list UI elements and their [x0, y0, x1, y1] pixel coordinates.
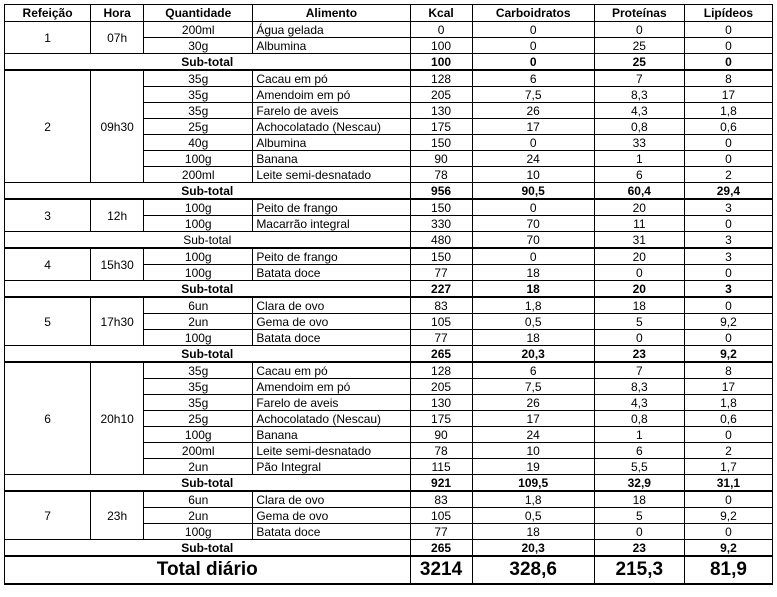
- food-carbs: 6: [472, 70, 594, 87]
- subtotal-lipids: 0: [684, 54, 772, 71]
- food-carbs: 10: [472, 167, 594, 183]
- food-name: Farelo de aveis: [253, 103, 410, 119]
- food-kcal: 205: [410, 379, 472, 395]
- food-protein: 0: [594, 330, 684, 346]
- food-carbs: 10: [472, 443, 594, 459]
- food-name: Albumina: [253, 38, 410, 54]
- food-name: Banana: [253, 151, 410, 167]
- food-carbs: 6: [472, 362, 594, 379]
- food-name: Gema de ovo: [253, 508, 410, 524]
- subtotal-row: [5, 54, 773, 71]
- meal-number: 5: [5, 297, 91, 346]
- food-lipids: 8: [684, 362, 772, 379]
- food-lipids: 0: [684, 38, 772, 54]
- food-lipids: 2: [684, 167, 772, 183]
- subtotal-kcal: 265: [410, 346, 472, 363]
- food-carbs: 0: [472, 248, 594, 265]
- food-carbs: 18: [472, 524, 594, 540]
- food-quantity: 6un: [144, 491, 253, 508]
- food-protein: 7: [594, 70, 684, 87]
- food-protein: 8,3: [594, 379, 684, 395]
- food-kcal: 78: [410, 443, 472, 459]
- food-name: Cacau em pó: [253, 70, 410, 87]
- food-quantity: 25g: [144, 411, 253, 427]
- food-kcal: 130: [410, 103, 472, 119]
- food-name: Clara de ovo: [253, 297, 410, 314]
- food-quantity: 35g: [144, 70, 253, 87]
- food-protein: 0,8: [594, 411, 684, 427]
- food-quantity: 35g: [144, 103, 253, 119]
- subtotal-protein: 23: [594, 346, 684, 363]
- subtotal-lipids: 31,1: [684, 475, 772, 492]
- food-quantity: 100g: [144, 330, 253, 346]
- food-name: Banana: [253, 427, 410, 443]
- food-carbs: 19: [472, 459, 594, 475]
- food-quantity: 30g: [144, 38, 253, 54]
- total-kcal: 3214: [410, 556, 472, 584]
- food-kcal: 130: [410, 395, 472, 411]
- food-name: Albumina: [253, 135, 410, 151]
- food-name: Amendoim em pó: [253, 379, 410, 395]
- food-lipids: 0,6: [684, 411, 772, 427]
- food-carbs: 18: [472, 265, 594, 281]
- food-quantity: 100g: [144, 151, 253, 167]
- food-protein: 8,3: [594, 87, 684, 103]
- subtotal-row: [5, 540, 773, 557]
- food-lipids: 0: [684, 22, 772, 38]
- food-lipids: 0: [684, 427, 772, 443]
- food-quantity: 100g: [144, 524, 253, 540]
- food-kcal: 150: [410, 248, 472, 265]
- food-lipids: 17: [684, 379, 772, 395]
- food-protein: 33: [594, 135, 684, 151]
- food-carbs: 1,8: [472, 297, 594, 314]
- subtotal-carbs: 18: [472, 281, 594, 298]
- food-lipids: 0: [684, 491, 772, 508]
- food-protein: 6: [594, 167, 684, 183]
- food-kcal: 77: [410, 524, 472, 540]
- food-lipids: 2: [684, 443, 772, 459]
- food-quantity: 40g: [144, 135, 253, 151]
- total-protein: 215,3: [594, 556, 684, 584]
- food-quantity: 35g: [144, 362, 253, 379]
- food-row: [5, 362, 773, 379]
- food-row: [5, 248, 773, 265]
- food-lipids: 1,8: [684, 103, 772, 119]
- subtotal-row: [5, 281, 773, 298]
- food-protein: 25: [594, 38, 684, 54]
- food-protein: 4,3: [594, 103, 684, 119]
- food-carbs: 0,5: [472, 508, 594, 524]
- food-lipids: 17: [684, 87, 772, 103]
- subtotal-protein: 25: [594, 54, 684, 71]
- meal-number: 6: [5, 362, 91, 475]
- header-row: [5, 5, 773, 22]
- food-name: Pão Integral: [253, 459, 410, 475]
- food-kcal: 90: [410, 151, 472, 167]
- food-kcal: 105: [410, 314, 472, 330]
- food-quantity: 35g: [144, 395, 253, 411]
- subtotal-label: Sub-total: [5, 54, 411, 71]
- subtotal-protein: 23: [594, 540, 684, 557]
- meal-number: 4: [5, 248, 91, 281]
- subtotal-label: Sub-total: [5, 232, 411, 249]
- meal-number: 3: [5, 199, 91, 232]
- food-carbs: 1,8: [472, 491, 594, 508]
- subtotal-carbs: 20,3: [472, 346, 594, 363]
- food-carbs: 0: [472, 22, 594, 38]
- food-carbs: 0,5: [472, 314, 594, 330]
- subtotal-lipids: 3: [684, 232, 772, 249]
- header-proteinas: Proteínas: [594, 5, 684, 22]
- food-quantity: 100g: [144, 199, 253, 216]
- food-kcal: 105: [410, 508, 472, 524]
- subtotal-carbs: 109,5: [472, 475, 594, 492]
- food-kcal: 128: [410, 70, 472, 87]
- food-carbs: 7,5: [472, 379, 594, 395]
- food-name: Leite semi-desnatado: [253, 443, 410, 459]
- subtotal-label: Sub-total: [5, 281, 411, 298]
- header-lipideos: Lipídeos: [684, 5, 772, 22]
- header-carboidratos: Carboidratos: [472, 5, 594, 22]
- food-name: Farelo de aveis: [253, 395, 410, 411]
- food-quantity: 200ml: [144, 22, 253, 38]
- food-lipids: 3: [684, 199, 772, 216]
- food-protein: 0: [594, 22, 684, 38]
- total-carbs: 328,6: [472, 556, 594, 584]
- food-name: Achocolatado (Nescau): [253, 411, 410, 427]
- header-hora: Hora: [91, 5, 144, 22]
- food-name: Macarrão integral: [253, 216, 410, 232]
- food-protein: 0: [594, 524, 684, 540]
- subtotal-carbs: 0: [472, 54, 594, 71]
- food-quantity: 2un: [144, 508, 253, 524]
- food-protein: 18: [594, 491, 684, 508]
- food-quantity: 2un: [144, 314, 253, 330]
- meal-time: 17h30: [91, 297, 144, 346]
- food-protein: 5,5: [594, 459, 684, 475]
- food-lipids: 8: [684, 70, 772, 87]
- subtotal-kcal: 265: [410, 540, 472, 557]
- header-refeicao: Refeição: [5, 5, 91, 22]
- subtotal-protein: 32,9: [594, 475, 684, 492]
- food-protein: 20: [594, 248, 684, 265]
- food-lipids: 9,2: [684, 508, 772, 524]
- food-carbs: 0: [472, 199, 594, 216]
- food-lipids: 0,6: [684, 119, 772, 135]
- subtotal-carbs: 70: [472, 232, 594, 249]
- subtotal-lipids: 29,4: [684, 183, 772, 200]
- food-carbs: 17: [472, 119, 594, 135]
- subtotal-kcal: 227: [410, 281, 472, 298]
- food-carbs: 0: [472, 38, 594, 54]
- food-name: Peito de frango: [253, 248, 410, 265]
- food-row: [5, 297, 773, 314]
- food-kcal: 0: [410, 22, 472, 38]
- food-lipids: 0: [684, 216, 772, 232]
- food-lipids: 0: [684, 265, 772, 281]
- food-kcal: 175: [410, 411, 472, 427]
- food-quantity: 6un: [144, 297, 253, 314]
- meal-time: 09h30: [91, 70, 144, 183]
- total-row: [5, 556, 773, 584]
- food-protein: 1: [594, 151, 684, 167]
- food-name: Batata doce: [253, 265, 410, 281]
- subtotal-row: [5, 183, 773, 200]
- food-row: [5, 22, 773, 38]
- food-kcal: 83: [410, 491, 472, 508]
- food-row: [5, 70, 773, 87]
- food-kcal: 205: [410, 87, 472, 103]
- food-lipids: 3: [684, 248, 772, 265]
- food-kcal: 78: [410, 167, 472, 183]
- food-carbs: 24: [472, 151, 594, 167]
- food-protein: 5: [594, 508, 684, 524]
- diet-table-body: [5, 22, 773, 585]
- food-carbs: 26: [472, 103, 594, 119]
- subtotal-label: Sub-total: [5, 183, 411, 200]
- subtotal-kcal: 921: [410, 475, 472, 492]
- food-protein: 4,3: [594, 395, 684, 411]
- food-carbs: 70: [472, 216, 594, 232]
- meal-number: 2: [5, 70, 91, 183]
- food-kcal: 83: [410, 297, 472, 314]
- food-kcal: 115: [410, 459, 472, 475]
- food-carbs: 26: [472, 395, 594, 411]
- food-protein: 5: [594, 314, 684, 330]
- food-kcal: 150: [410, 135, 472, 151]
- food-quantity: 200ml: [144, 443, 253, 459]
- food-protein: 0,8: [594, 119, 684, 135]
- food-protein: 18: [594, 297, 684, 314]
- subtotal-row: [5, 475, 773, 492]
- subtotal-carbs: 20,3: [472, 540, 594, 557]
- subtotal-lipids: 3: [684, 281, 772, 298]
- food-quantity: 100g: [144, 216, 253, 232]
- food-row: [5, 199, 773, 216]
- food-protein: 7: [594, 362, 684, 379]
- subtotal-protein: 31: [594, 232, 684, 249]
- food-name: Batata doce: [253, 524, 410, 540]
- meal-time: 15h30: [91, 248, 144, 281]
- subtotal-kcal: 100: [410, 54, 472, 71]
- food-kcal: 100: [410, 38, 472, 54]
- food-protein: 1: [594, 427, 684, 443]
- food-kcal: 150: [410, 199, 472, 216]
- meal-time: 23h: [91, 491, 144, 540]
- diet-table-container: [4, 4, 773, 585]
- food-name: Água gelada: [253, 22, 410, 38]
- food-quantity: 35g: [144, 379, 253, 395]
- subtotal-label: Sub-total: [5, 346, 411, 363]
- header-alimento: Alimento: [253, 5, 410, 22]
- header-kcal: Kcal: [410, 5, 472, 22]
- food-quantity: 100g: [144, 248, 253, 265]
- food-lipids: 1,7: [684, 459, 772, 475]
- meal-time: 20h10: [91, 362, 144, 475]
- subtotal-label: Sub-total: [5, 475, 411, 492]
- diet-table: [4, 4, 773, 585]
- food-kcal: 128: [410, 362, 472, 379]
- meal-number: 1: [5, 22, 91, 54]
- food-lipids: 0: [684, 330, 772, 346]
- food-name: Amendoim em pó: [253, 87, 410, 103]
- subtotal-protein: 20: [594, 281, 684, 298]
- food-name: Leite semi-desnatado: [253, 167, 410, 183]
- food-kcal: 77: [410, 330, 472, 346]
- food-lipids: 9,2: [684, 314, 772, 330]
- total-label: Total diário: [5, 556, 411, 584]
- subtotal-row: [5, 346, 773, 363]
- food-lipids: 1,8: [684, 395, 772, 411]
- food-protein: 20: [594, 199, 684, 216]
- food-kcal: 77: [410, 265, 472, 281]
- food-carbs: 24: [472, 427, 594, 443]
- food-lipids: 0: [684, 135, 772, 151]
- subtotal-label: Sub-total: [5, 540, 411, 557]
- food-kcal: 330: [410, 216, 472, 232]
- food-lipids: 0: [684, 524, 772, 540]
- food-quantity: 2un: [144, 459, 253, 475]
- food-name: Achocolatado (Nescau): [253, 119, 410, 135]
- food-protein: 6: [594, 443, 684, 459]
- subtotal-kcal: 956: [410, 183, 472, 200]
- food-lipids: 0: [684, 151, 772, 167]
- meal-number: 7: [5, 491, 91, 540]
- food-quantity: 100g: [144, 427, 253, 443]
- food-kcal: 90: [410, 427, 472, 443]
- subtotal-lipids: 9,2: [684, 540, 772, 557]
- food-kcal: 175: [410, 119, 472, 135]
- food-quantity: 25g: [144, 119, 253, 135]
- subtotal-lipids: 9,2: [684, 346, 772, 363]
- subtotal-row: [5, 232, 773, 249]
- food-protein: 0: [594, 265, 684, 281]
- food-name: Gema de ovo: [253, 314, 410, 330]
- food-quantity: 35g: [144, 87, 253, 103]
- food-name: Clara de ovo: [253, 491, 410, 508]
- food-quantity: 200ml: [144, 167, 253, 183]
- food-protein: 11: [594, 216, 684, 232]
- subtotal-kcal: 480: [410, 232, 472, 249]
- food-carbs: 17: [472, 411, 594, 427]
- food-quantity: 100g: [144, 265, 253, 281]
- food-name: Peito de frango: [253, 199, 410, 216]
- food-name: Cacau em pó: [253, 362, 410, 379]
- food-carbs: 18: [472, 330, 594, 346]
- meal-time: 07h: [91, 22, 144, 54]
- food-name: Batata doce: [253, 330, 410, 346]
- meal-time: 12h: [91, 199, 144, 232]
- food-lipids: 0: [684, 297, 772, 314]
- food-row: [5, 491, 773, 508]
- total-lipids: 81,9: [684, 556, 772, 584]
- food-carbs: 7,5: [472, 87, 594, 103]
- subtotal-protein: 60,4: [594, 183, 684, 200]
- food-carbs: 0: [472, 135, 594, 151]
- header-quantidade: Quantidade: [144, 5, 253, 22]
- subtotal-carbs: 90,5: [472, 183, 594, 200]
